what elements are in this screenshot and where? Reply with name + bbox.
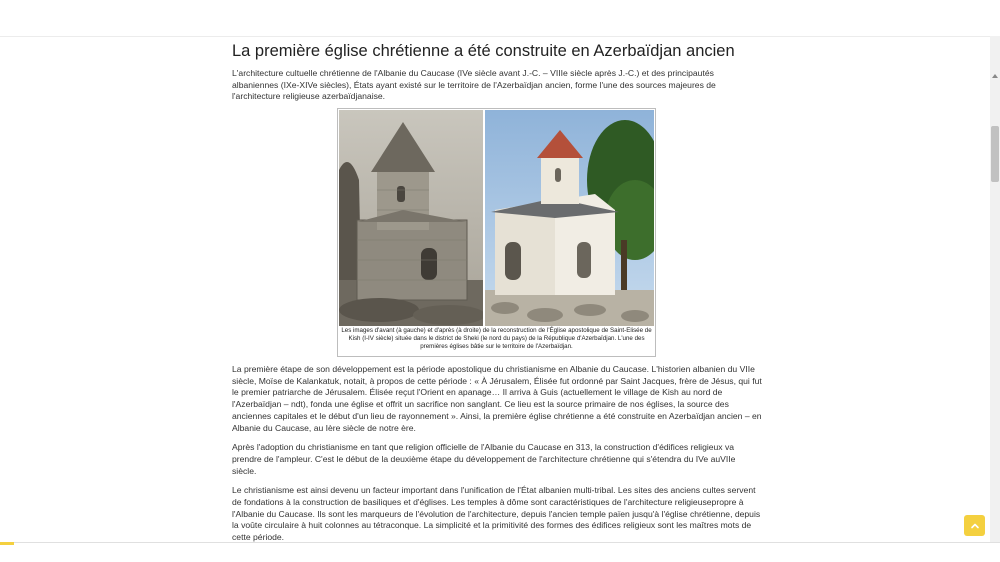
bottom-accent-strip [0, 542, 14, 545]
church-photo-after [485, 110, 654, 326]
site-header-bar [0, 0, 990, 37]
scrollbar-thumb[interactable] [991, 126, 999, 182]
church-photo-before [339, 110, 483, 326]
bottom-bar [0, 542, 1000, 562]
church-figure [337, 108, 656, 357]
paragraph-2: Après l'adoption du christianisme en tant que religion officielle de l'Albanie du Caucase en 313, la construction d'édifices religieux va prendre de l'ampleur. C'est le début de la deuxième étape du développement de l'architecture chrétienne qui s'étendra du IVe auVIIe siècle. [232, 442, 736, 476]
scrollbar[interactable] [990, 36, 1000, 542]
figure-caption: Les images d'avant (à gauche) et d'après (à droite) de la reconstruction de l'Église apostolique de Saint-Elisée de Kish (I-IV siècle) située dans le district de Sheki (le nord du pays) de la République d'Azerbaïdjan. L'une des premières églises bâtie sur le territoire de l'Azerbaïdjan. [341, 327, 652, 350]
paragraph-1: La première étape de son développement est la période apostolique du christianisme en Albanie du Caucase. L'historien albanien du VIIe siècle, Moïse de Kalankatuk, notait, à propos de cette période : « À Jérusalem, Élisée fut ordonné par Saint Jacques, frère de Jésus, qui fut le premier patriarche de Jérusalem. Élisée reçut l'Orient en apanage… Il arriva à Guis (actuellement le village de Kish au nord de l'Azerbaïdjan – ndt), fonda une église et offrit un sacrifice non sanglant. Ce lieu est la source primaire de nos églises, la source des anciennes capitales et le début d'un lieu de rayonnement ». Ainsi, la première église chrétienne a été construite en Azerbaïdjan ancien – en Albanie du Caucase, au Ière siècle de notre ère. [232, 364, 762, 433]
article-title: La première église chrétienne a été construite en Azerbaïdjan ancien [232, 42, 735, 60]
article [232, 40, 762, 543]
scroll-to-top-button[interactable] [964, 515, 985, 536]
chevron-up-icon [970, 521, 980, 531]
scroll-up-arrow-icon[interactable] [992, 74, 998, 78]
article-lead: L'architecture cultuelle chrétienne de l'Albanie du Caucase (IVe siècle avant J.-C. – VIIIe siècle après J.-C.) et des principautés albaniennes (IXe-XIVe siècles), États ayant existé sur le territoire de l'Azerbaïdjan ancien, forme l'une des sources majeures de l'architecture religieuse azerbaïdjanaise. [232, 68, 716, 102]
paragraph-3: Le christianisme est ainsi devenu un facteur important dans l'unification de l'État albanien multi-tribal. Les sites des anciens cultes servent de fondations à la construction de basiliques et d'églises. Les temples à dôme sont caractéristiques de l'architecture religieusepropre à l'Albanie du Caucase. Ils sont les marqueurs de l'évolution de l'architecture, depuis l'ancien temple païen jusqu'à l'église chrétienne, depuis la voûte circulaire à huit colonnes au tétraconque. La simplicité et la primitivité des formes des édifices religieux sont les maîtres mots de cette période. [232, 485, 761, 543]
article-body [232, 364, 762, 552]
